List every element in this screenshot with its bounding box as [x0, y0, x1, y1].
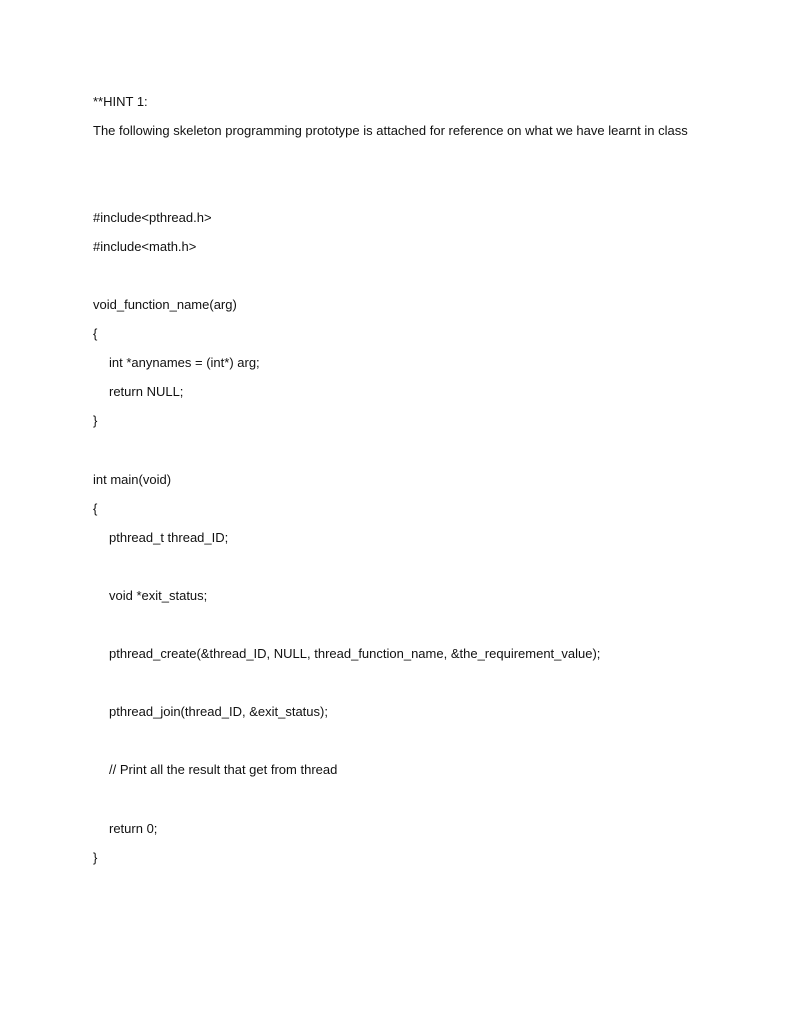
- hint-heading: **HINT 1:: [93, 94, 148, 109]
- code-main-return: return 0;: [109, 821, 158, 836]
- code-exit-status-decl: void *exit_status;: [109, 588, 208, 603]
- code-pthread-join-call: pthread_join(thread_ID, &exit_status);: [109, 704, 328, 719]
- intro-paragraph: The following skeleton programming prototype is attached for reference on what we have learnt in class: [93, 123, 688, 138]
- code-function-body-cast: int *anynames = (int*) arg;: [109, 355, 260, 370]
- code-include-pthread: #include<pthread.h>: [93, 210, 212, 225]
- code-main-open-brace: {: [93, 501, 98, 516]
- code-main-close-brace: }: [93, 850, 98, 865]
- code-function-close-brace: }: [93, 413, 98, 428]
- code-function-open-brace: {: [93, 326, 98, 341]
- code-pthread-create-call: pthread_create(&thread_ID, NULL, thread_function_name, &the_requirement_value);: [109, 646, 601, 661]
- code-function-body-return: return NULL;: [109, 384, 184, 399]
- code-print-comment: // Print all the result that get from thread: [109, 762, 338, 777]
- code-main-signature: int main(void): [93, 472, 172, 487]
- code-thread-decl: pthread_t thread_ID;: [109, 530, 229, 545]
- code-include-math: #include<math.h>: [93, 239, 197, 254]
- code-function-signature: void_function_name(arg): [93, 297, 237, 312]
